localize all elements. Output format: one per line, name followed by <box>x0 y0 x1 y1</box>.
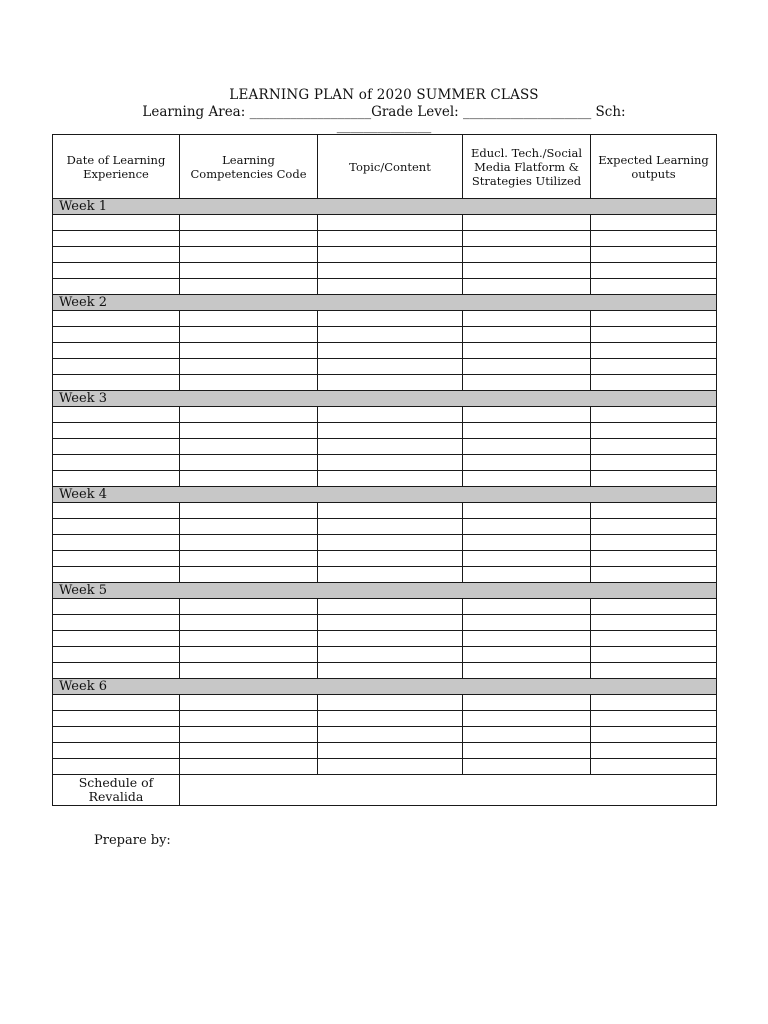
table-row <box>53 647 717 663</box>
header-strategies: Educl. Tech./Social Media Flatform & Strategies Utilized <box>463 135 591 199</box>
prepared-by-label: Prepare by: <box>94 833 171 848</box>
table-cell[interactable] <box>318 663 463 679</box>
table-row <box>53 455 717 471</box>
table-cell[interactable] <box>180 695 318 711</box>
table-row <box>53 695 717 711</box>
table-cell[interactable] <box>591 231 717 247</box>
header-topic: Topic/Content <box>318 135 463 199</box>
week-label: Week 3 <box>53 391 717 407</box>
week-label: Week 4 <box>53 487 717 503</box>
revalida-row <box>53 775 717 806</box>
learning-plan-table <box>52 134 717 806</box>
week-row <box>53 199 717 215</box>
table-row <box>53 327 717 343</box>
table-cell[interactable] <box>463 439 591 455</box>
table-cell[interactable] <box>53 263 180 279</box>
table-row <box>53 471 717 487</box>
table-cell[interactable] <box>53 503 180 519</box>
table-cell[interactable] <box>318 695 463 711</box>
table-cell[interactable] <box>591 215 717 231</box>
document-subtitle-continued: ______________ <box>336 118 432 134</box>
table-cell[interactable] <box>53 327 180 343</box>
table-cell[interactable] <box>463 567 591 583</box>
table-cell[interactable] <box>318 535 463 551</box>
table-cell[interactable] <box>180 423 318 439</box>
revalida-cell[interactable] <box>180 775 717 806</box>
document-title: LEARNING PLAN of 2020 SUMMER CLASS <box>229 87 539 103</box>
table-cell[interactable] <box>463 231 591 247</box>
table-row <box>53 407 717 423</box>
table-cell[interactable] <box>591 759 717 775</box>
table-cell[interactable] <box>463 375 591 391</box>
table-cell[interactable] <box>318 503 463 519</box>
table-row <box>53 215 717 231</box>
table-row <box>53 519 717 535</box>
table-cell[interactable] <box>53 663 180 679</box>
table-cell[interactable] <box>180 599 318 615</box>
header-competencies: Learning Competencies Code <box>180 135 318 199</box>
table-cell[interactable] <box>591 615 717 631</box>
table-cell[interactable] <box>463 247 591 263</box>
table-cell[interactable] <box>463 711 591 727</box>
table-cell[interactable] <box>591 279 717 295</box>
table-cell[interactable] <box>318 439 463 455</box>
table-cell[interactable] <box>180 407 318 423</box>
table-cell[interactable] <box>463 647 591 663</box>
table-row <box>53 503 717 519</box>
table-cell[interactable] <box>318 375 463 391</box>
table-cell[interactable] <box>591 263 717 279</box>
table-cell[interactable] <box>591 455 717 471</box>
table-cell[interactable] <box>591 359 717 375</box>
table-cell[interactable] <box>463 279 591 295</box>
table-cell[interactable] <box>53 551 180 567</box>
table-cell[interactable] <box>180 519 318 535</box>
table-row <box>53 743 717 759</box>
table-cell[interactable] <box>318 471 463 487</box>
table-cell[interactable] <box>180 551 318 567</box>
table-cell[interactable] <box>591 311 717 327</box>
table-row <box>53 711 717 727</box>
table-cell[interactable] <box>591 599 717 615</box>
table-cell[interactable] <box>180 711 318 727</box>
table-cell[interactable] <box>318 615 463 631</box>
table-cell[interactable] <box>53 359 180 375</box>
table-cell[interactable] <box>53 743 180 759</box>
table-row <box>53 663 717 679</box>
table-cell[interactable] <box>53 247 180 263</box>
table-cell[interactable] <box>463 311 591 327</box>
table-row <box>53 359 717 375</box>
table-cell[interactable] <box>463 471 591 487</box>
table-cell[interactable] <box>591 695 717 711</box>
table-cell[interactable] <box>463 695 591 711</box>
table-cell[interactable] <box>318 279 463 295</box>
table-cell[interactable] <box>53 375 180 391</box>
table-row <box>53 423 717 439</box>
table-cell[interactable] <box>180 503 318 519</box>
table-cell[interactable] <box>53 407 180 423</box>
table-cell[interactable] <box>318 631 463 647</box>
table-cell[interactable] <box>53 311 180 327</box>
table-cell[interactable] <box>463 759 591 775</box>
table-cell[interactable] <box>463 519 591 535</box>
table-cell[interactable] <box>180 215 318 231</box>
table-cell[interactable] <box>463 599 591 615</box>
table-cell[interactable] <box>53 599 180 615</box>
table-cell[interactable] <box>53 535 180 551</box>
table-cell[interactable] <box>463 743 591 759</box>
table-cell[interactable] <box>591 551 717 567</box>
table-cell[interactable] <box>463 359 591 375</box>
table-cell[interactable] <box>318 455 463 471</box>
table-cell[interactable] <box>318 215 463 231</box>
table-cell[interactable] <box>180 647 318 663</box>
table-cell[interactable] <box>180 439 318 455</box>
table-header-row <box>53 135 717 199</box>
table-row <box>53 311 717 327</box>
table-cell[interactable] <box>591 375 717 391</box>
table-cell[interactable] <box>180 455 318 471</box>
table-cell[interactable] <box>463 455 591 471</box>
table-cell[interactable] <box>180 279 318 295</box>
table-cell[interactable] <box>591 407 717 423</box>
table-cell[interactable] <box>53 343 180 359</box>
table-cell[interactable] <box>463 663 591 679</box>
table-cell[interactable] <box>591 423 717 439</box>
table-row <box>53 439 717 455</box>
table-row <box>53 231 717 247</box>
table-cell[interactable] <box>180 615 318 631</box>
table-cell[interactable] <box>463 215 591 231</box>
table-cell[interactable] <box>53 471 180 487</box>
table-cell[interactable] <box>53 615 180 631</box>
table-cell[interactable] <box>180 663 318 679</box>
table-cell[interactable] <box>318 551 463 567</box>
table-cell[interactable] <box>318 647 463 663</box>
header-date: Date of Learning Experience <box>53 135 180 199</box>
table-row <box>53 631 717 647</box>
table-cell[interactable] <box>53 711 180 727</box>
table-cell[interactable] <box>53 231 180 247</box>
revalida-label: Schedule of Revalida <box>53 775 180 806</box>
week-label: Week 5 <box>53 583 717 599</box>
table-cell[interactable] <box>180 311 318 327</box>
table-cell[interactable] <box>591 647 717 663</box>
table-cell[interactable] <box>318 759 463 775</box>
table-cell[interactable] <box>463 423 591 439</box>
table-cell[interactable] <box>180 535 318 551</box>
table-cell[interactable] <box>318 247 463 263</box>
table-cell[interactable] <box>591 439 717 455</box>
table-cell[interactable] <box>180 727 318 743</box>
table-cell[interactable] <box>463 551 591 567</box>
table-cell[interactable] <box>591 711 717 727</box>
table-cell[interactable] <box>318 711 463 727</box>
table-cell[interactable] <box>318 567 463 583</box>
table-cell[interactable] <box>53 567 180 583</box>
table-cell[interactable] <box>53 215 180 231</box>
table-row <box>53 727 717 743</box>
table-cell[interactable] <box>591 631 717 647</box>
week-label: Week 1 <box>53 199 717 215</box>
table-cell[interactable] <box>591 247 717 263</box>
week-row <box>53 487 717 503</box>
table-cell[interactable] <box>591 503 717 519</box>
table-cell[interactable] <box>180 263 318 279</box>
table-row <box>53 279 717 295</box>
table-cell[interactable] <box>53 423 180 439</box>
week-row <box>53 583 717 599</box>
table-cell[interactable] <box>463 343 591 359</box>
table-cell[interactable] <box>53 455 180 471</box>
table-cell[interactable] <box>53 279 180 295</box>
table-cell[interactable] <box>53 647 180 663</box>
table-row <box>53 567 717 583</box>
week-row <box>53 391 717 407</box>
document-subtitle: Learning Area: __________________Grade Level: ___________________ Sch: <box>142 104 626 120</box>
table-row <box>53 759 717 775</box>
table-cell[interactable] <box>463 727 591 743</box>
table-cell[interactable] <box>463 615 591 631</box>
table-cell[interactable] <box>180 471 318 487</box>
table-row <box>53 263 717 279</box>
table-cell[interactable] <box>180 247 318 263</box>
table-cell[interactable] <box>180 631 318 647</box>
table-cell[interactable] <box>318 311 463 327</box>
table-body <box>53 199 717 806</box>
table-cell[interactable] <box>463 327 591 343</box>
table-cell[interactable] <box>318 743 463 759</box>
table-row <box>53 615 717 631</box>
table-cell[interactable] <box>591 327 717 343</box>
table-cell[interactable] <box>180 327 318 343</box>
table-cell[interactable] <box>318 519 463 535</box>
week-row <box>53 679 717 695</box>
table-row <box>53 375 717 391</box>
table-cell[interactable] <box>463 631 591 647</box>
table-cell[interactable] <box>318 599 463 615</box>
table-cell[interactable] <box>591 471 717 487</box>
table-cell[interactable] <box>53 727 180 743</box>
table-cell[interactable] <box>463 535 591 551</box>
table-cell[interactable] <box>180 359 318 375</box>
table-cell[interactable] <box>53 695 180 711</box>
table-row <box>53 535 717 551</box>
table-cell[interactable] <box>318 423 463 439</box>
table-row <box>53 343 717 359</box>
header-outputs: Expected Learning outputs <box>591 135 717 199</box>
table-cell[interactable] <box>318 727 463 743</box>
table-cell[interactable] <box>318 263 463 279</box>
table-cell[interactable] <box>463 407 591 423</box>
table-cell[interactable] <box>591 535 717 551</box>
week-label: Week 6 <box>53 679 717 695</box>
table-row <box>53 599 717 615</box>
table-cell[interactable] <box>463 263 591 279</box>
table-cell[interactable] <box>53 631 180 647</box>
table-cell[interactable] <box>591 519 717 535</box>
table-cell[interactable] <box>53 759 180 775</box>
table-cell[interactable] <box>318 359 463 375</box>
table-cell[interactable] <box>318 231 463 247</box>
table-cell[interactable] <box>180 759 318 775</box>
table-cell[interactable] <box>463 503 591 519</box>
table-row <box>53 551 717 567</box>
table-cell[interactable] <box>180 231 318 247</box>
table-cell[interactable] <box>318 407 463 423</box>
week-row <box>53 295 717 311</box>
table-cell[interactable] <box>591 727 717 743</box>
week-label: Week 2 <box>53 295 717 311</box>
table-cell[interactable] <box>591 663 717 679</box>
table-cell[interactable] <box>318 343 463 359</box>
table-cell[interactable] <box>180 343 318 359</box>
table-cell[interactable] <box>180 375 318 391</box>
table-cell[interactable] <box>53 519 180 535</box>
table-row <box>53 247 717 263</box>
table-cell[interactable] <box>591 567 717 583</box>
table-cell[interactable] <box>180 567 318 583</box>
table-cell[interactable] <box>591 743 717 759</box>
table-cell[interactable] <box>53 439 180 455</box>
table-cell[interactable] <box>180 743 318 759</box>
table-cell[interactable] <box>318 327 463 343</box>
table-cell[interactable] <box>591 343 717 359</box>
